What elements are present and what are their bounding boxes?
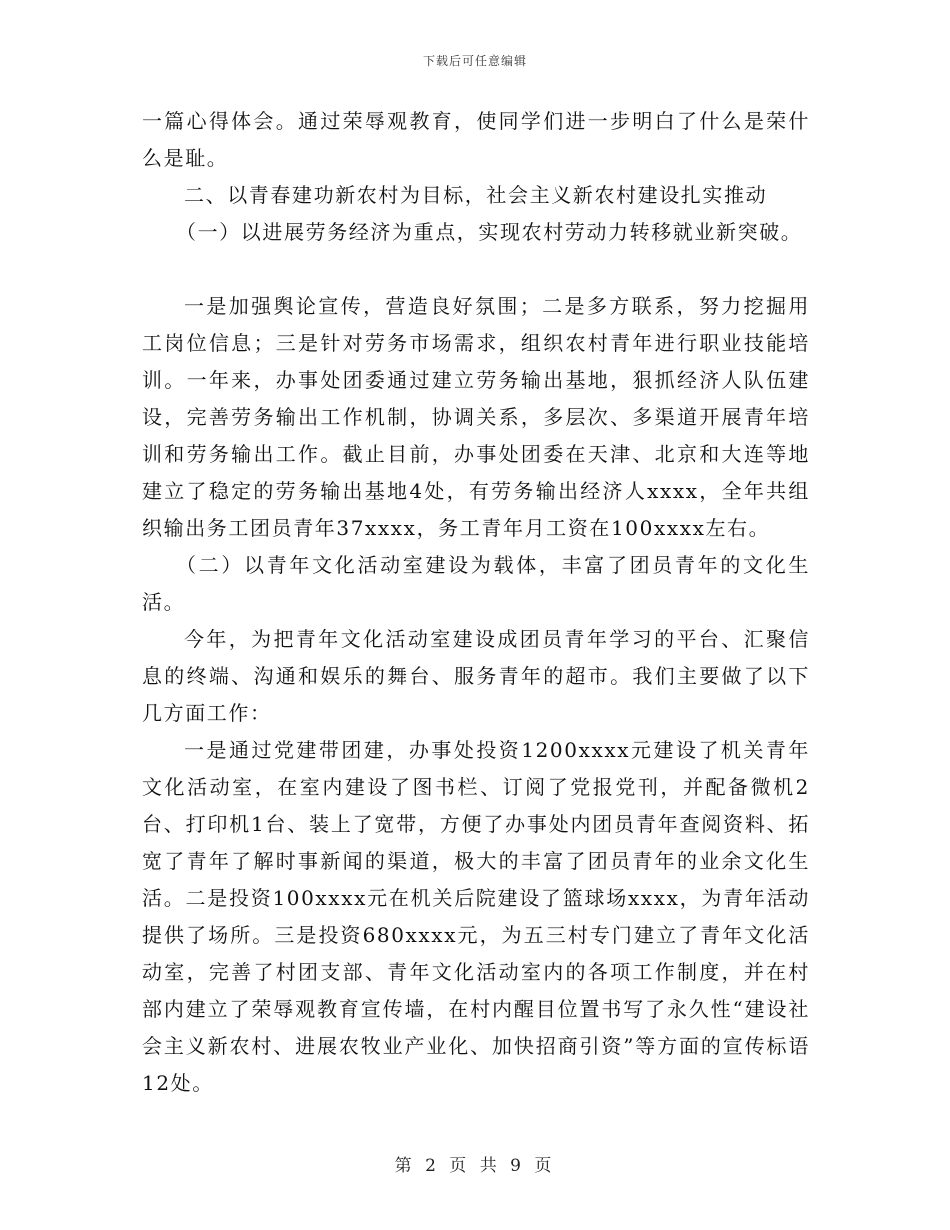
paragraph-culture-room-work: 一是通过党建带团建，办事处投资1200xxxx元建设了机关青年文化活动室，在室内建设了图书栏、订阅了党报党刊，并配备微机2台、打印机1台、装上了宽带，方便了办事处内团员青年查阅资料、拓宽了青年了解时事新闻的渠道，极大的丰富了团员青年的业余文化生活。二是投资100xxxx元在机关后院建设了篮球场xxxx，为青年活动提供了场所。三是投资680xxxx元，为五三村专门建立了青年文化活动室，完善了村团支部、青年文化活动室内的各项工作制度，并在村部内建立了荣辱观教育宣传墙，在村内醒目位置书写了永久性“建设社会主义新农村、进展农牧业产业化、加快招商引资”等方面的宣传标语12处。 [142,738,810,1095]
subsection-heading-2: （二）以青年文化活动室建设为载体，丰富了团员青年的文化生活。 [142,553,810,614]
subsection-heading-1: （一）以进展劳务经济为重点，实现农村劳动力转移就业新突破。 [176,220,803,244]
paragraph-labor-economy: 一是加强舆论宣传，营造良好氛围；二是多方联系，努力挖掘用工岗位信息；三是针对劳务市场需求，组织农村青年进行职业技能培训。一年来，办事处团委通过建立劳务输出基地，狠抓经济人队伍建设，完善劳务输出工作机制，协调关系，多层次、多渠道开展青年培训和劳务输出工作。截止目前，办事处团委在天津、北京和大连等地建立了稳定的劳务输出基地4处，有劳务输出经济人xxxx，全年共组织输出务工团员青年37xxxx，务工青年月工资在100xxxx左右。 [142,294,810,540]
section-heading-2: 二、以青春建功新农村为目标，社会主义新农村建设扎实推动 [184,183,768,207]
paragraph-continuation: 一篇心得体会。通过荣辱观教育，使同学们进一步明白了什么是荣什么是耻。 [142,109,810,170]
paragraph-culture-room-intro: 今年，为把青年文化活动室建设成团员青年学习的平台、汇聚信息的终端、沟通和娱乐的舞台、服务青年的超市。我们主要做了以下几方面工作： [142,627,810,725]
document-body [142,103,810,1102]
page-header-note: 下载后可任意编辑 [422,54,527,68]
page-number: 第 2 页 共 9 页 [394,1156,556,1176]
paragraph-gap [142,251,810,288]
